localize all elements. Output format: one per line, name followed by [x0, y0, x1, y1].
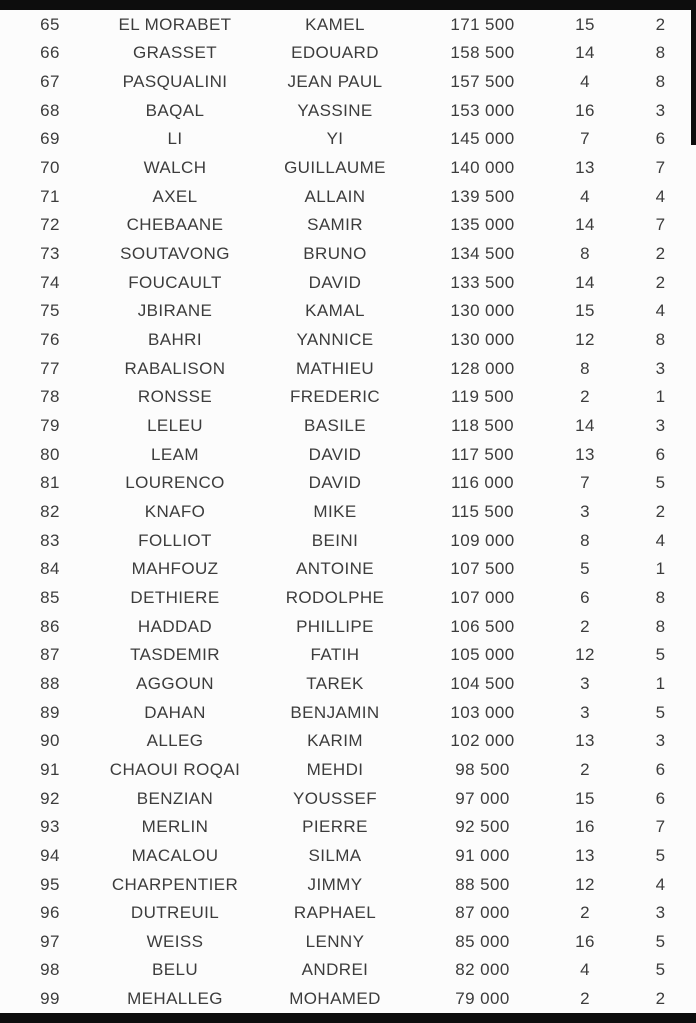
number-a-cell: 5 — [580, 559, 590, 579]
number-a-cell: 16 — [575, 100, 595, 120]
number-b-cell: 5 — [655, 960, 666, 980]
rank-cell: 92 — [40, 788, 60, 808]
rank-cell: 94 — [40, 845, 60, 865]
rank-cell: 90 — [40, 731, 60, 751]
first-name-cell: BRUNO — [303, 244, 367, 264]
chips-cell: 92 500 — [455, 817, 510, 837]
number-b-cell: 3 — [655, 731, 666, 751]
first-name-cell: PIERRE — [302, 817, 368, 837]
last-name-cell: PASQUALINI — [122, 72, 228, 92]
chips-cell: 118 500 — [451, 416, 514, 436]
first-name-cell: FATIH — [310, 645, 360, 665]
rank-cell: 70 — [40, 158, 60, 178]
number-a-cell: 2 — [580, 903, 590, 923]
rank-cell: 89 — [40, 702, 60, 722]
table-row — [0, 612, 696, 641]
table-row — [0, 583, 696, 612]
chips-cell: 88 500 — [455, 874, 510, 894]
first-name-cell: DAVID — [308, 473, 362, 493]
last-name-cell: JBIRANE — [137, 301, 213, 321]
table-row — [0, 698, 696, 727]
table-row — [0, 39, 696, 68]
number-a-cell: 4 — [580, 72, 590, 92]
table-row — [0, 927, 696, 956]
number-b-cell: 3 — [655, 358, 666, 378]
number-a-cell: 16 — [575, 817, 595, 837]
top-border-bar — [0, 0, 696, 10]
number-a-cell: 6 — [580, 587, 590, 607]
chips-cell: 117 500 — [451, 444, 514, 464]
last-name-cell: DUTREUIL — [130, 903, 220, 923]
first-name-cell: SAMIR — [307, 215, 363, 235]
number-b-cell: 3 — [655, 903, 666, 923]
chips-cell: 85 000 — [455, 931, 510, 951]
table-row — [0, 669, 696, 698]
rank-cell: 87 — [40, 645, 60, 665]
last-name-cell: TASDEMIR — [130, 645, 220, 665]
last-name-cell: LI — [167, 129, 183, 149]
table-row — [0, 411, 696, 440]
number-a-cell: 13 — [575, 158, 595, 178]
first-name-cell: YOUSSEF — [292, 788, 378, 808]
number-a-cell: 15 — [575, 788, 595, 808]
number-b-cell: 4 — [655, 301, 666, 321]
chips-cell: 105 000 — [450, 645, 515, 665]
last-name-cell: LEAM — [151, 444, 199, 464]
number-b-cell: 5 — [655, 931, 666, 951]
rank-cell: 75 — [40, 301, 60, 321]
first-name-cell: BENJAMIN — [290, 702, 380, 722]
last-name-cell: MAHFOUZ — [131, 559, 219, 579]
number-a-cell: 7 — [580, 473, 590, 493]
table-row — [0, 956, 696, 985]
table-row — [0, 297, 696, 326]
number-b-cell: 4 — [655, 874, 666, 894]
table-row — [0, 812, 696, 841]
last-name-cell: MEHALLEG — [127, 989, 223, 1009]
first-name-cell: EDOUARD — [291, 43, 379, 63]
table-row — [0, 526, 696, 555]
rank-cell: 85 — [40, 587, 60, 607]
number-a-cell: 4 — [580, 960, 590, 980]
chips-cell: 139 500 — [450, 186, 515, 206]
table-row — [0, 898, 696, 927]
table-row — [0, 554, 696, 583]
rank-cell: 99 — [40, 989, 60, 1009]
first-name-cell: ANDREI — [301, 960, 369, 980]
number-a-cell: 2 — [580, 759, 590, 779]
first-name-cell: LENNY — [305, 931, 365, 951]
last-name-cell: MACALOU — [131, 845, 219, 865]
rank-cell: 86 — [40, 616, 60, 636]
chips-cell: 82 000 — [455, 960, 510, 980]
number-b-cell: 2 — [655, 14, 666, 34]
number-b-cell: 8 — [655, 330, 666, 350]
number-a-cell: 14 — [575, 43, 595, 63]
first-name-cell: ANTOINE — [295, 559, 375, 579]
chips-cell: 102 000 — [450, 731, 515, 751]
chips-cell: 145 000 — [450, 129, 515, 149]
number-a-cell: 12 — [575, 330, 595, 350]
number-a-cell: 13 — [575, 845, 595, 865]
last-name-cell: EL MORABET — [118, 14, 232, 34]
first-name-cell: BASILE — [304, 416, 366, 436]
number-a-cell: 12 — [575, 874, 595, 894]
chips-cell: 107 000 — [450, 587, 515, 607]
table-row — [0, 841, 696, 870]
rank-cell: 84 — [40, 559, 60, 579]
chips-cell: 128 000 — [450, 358, 515, 378]
number-b-cell: 1 — [655, 673, 666, 693]
rank-cell: 79 — [40, 416, 60, 436]
rank-cell: 73 — [40, 244, 60, 264]
rank-cell: 74 — [40, 272, 60, 292]
chips-cell: 153 000 — [450, 100, 515, 120]
number-b-cell: 1 — [655, 559, 666, 579]
chips-cell: 157 500 — [450, 72, 515, 92]
table-row — [0, 125, 696, 154]
number-b-cell: 2 — [655, 272, 666, 292]
rank-cell: 97 — [40, 931, 60, 951]
number-a-cell: 7 — [580, 129, 590, 149]
number-a-cell: 2 — [580, 989, 590, 1009]
first-name-cell: RAPHAEL — [293, 903, 377, 923]
table-row — [0, 755, 696, 784]
number-a-cell: 3 — [580, 501, 590, 521]
chips-cell: 91 000 — [455, 845, 510, 865]
first-name-cell: KARIM — [307, 731, 363, 751]
chips-cell: 116 000 — [451, 473, 514, 493]
number-b-cell: 7 — [655, 817, 666, 837]
number-b-cell: 2 — [655, 501, 666, 521]
table-row — [0, 640, 696, 669]
table-row — [0, 182, 696, 211]
rank-cell: 66 — [40, 43, 60, 63]
last-name-cell: FOLLIOT — [138, 530, 212, 550]
player-ranking-table — [0, 10, 696, 1013]
number-a-cell: 13 — [575, 444, 595, 464]
chips-cell: 79 000 — [455, 989, 510, 1009]
number-a-cell: 15 — [575, 301, 595, 321]
table-row — [0, 10, 696, 39]
chips-cell: 107 500 — [450, 559, 515, 579]
number-a-cell: 12 — [575, 645, 595, 665]
first-name-cell: MIKE — [313, 501, 357, 521]
rank-cell: 81 — [40, 473, 60, 493]
number-b-cell: 8 — [655, 587, 666, 607]
number-a-cell: 8 — [580, 530, 590, 550]
number-b-cell: 2 — [655, 989, 666, 1009]
rank-cell: 68 — [40, 100, 60, 120]
number-a-cell: 4 — [580, 186, 590, 206]
last-name-cell: BENZIAN — [136, 788, 214, 808]
first-name-cell: JIMMY — [307, 874, 363, 894]
number-b-cell: 6 — [655, 759, 666, 779]
first-name-cell: MOHAMED — [289, 989, 381, 1009]
table-row — [0, 440, 696, 469]
chips-cell: 103 000 — [450, 702, 515, 722]
last-name-cell: LOURENCO — [125, 473, 225, 493]
number-a-cell: 2 — [580, 387, 590, 407]
table-row — [0, 784, 696, 813]
chips-cell: 98 500 — [455, 759, 510, 779]
first-name-cell: DAVID — [308, 444, 362, 464]
rank-cell: 95 — [40, 874, 60, 894]
chips-cell: 134 500 — [450, 244, 515, 264]
last-name-cell: CHAOUI ROQAI — [109, 759, 241, 779]
table-row — [0, 383, 696, 412]
number-a-cell: 3 — [580, 702, 590, 722]
last-name-cell: HADDAD — [137, 616, 213, 636]
last-name-cell: WEISS — [146, 931, 204, 951]
last-name-cell: AGGOUN — [136, 673, 214, 693]
number-b-cell: 5 — [655, 845, 666, 865]
table-row — [0, 354, 696, 383]
number-b-cell: 8 — [655, 43, 666, 63]
rank-cell: 69 — [40, 129, 60, 149]
number-a-cell: 14 — [575, 215, 595, 235]
first-name-cell: MATHIEU — [295, 358, 375, 378]
chips-cell: 133 500 — [450, 272, 515, 292]
first-name-cell: MEHDI — [306, 759, 364, 779]
number-b-cell: 7 — [655, 215, 666, 235]
number-a-cell: 2 — [580, 616, 590, 636]
number-a-cell: 15 — [575, 14, 595, 34]
number-b-cell: 8 — [655, 616, 666, 636]
chips-cell: 135 000 — [450, 215, 515, 235]
last-name-cell: DETHIERE — [130, 587, 220, 607]
chips-cell: 104 500 — [450, 673, 515, 693]
last-name-cell: RONSSE — [137, 387, 213, 407]
rank-cell: 67 — [40, 72, 60, 92]
table-row — [0, 325, 696, 354]
table-row — [0, 469, 696, 498]
table-row — [0, 239, 696, 268]
table-row — [0, 984, 696, 1013]
rank-cell: 76 — [40, 330, 60, 350]
last-name-cell: BAQAL — [145, 100, 205, 120]
number-b-cell: 6 — [655, 129, 666, 149]
chips-cell: 109 000 — [450, 530, 515, 550]
number-b-cell: 5 — [655, 645, 666, 665]
first-name-cell: RODOLPHE — [285, 587, 385, 607]
last-name-cell: BELU — [151, 960, 198, 980]
first-name-cell: YANNICE — [296, 330, 374, 350]
rank-cell: 80 — [40, 444, 60, 464]
chips-cell: 106 500 — [450, 616, 515, 636]
last-name-cell: SOUTAVONG — [120, 244, 230, 264]
table-row — [0, 67, 696, 96]
first-name-cell: ALLAIN — [304, 186, 366, 206]
number-a-cell: 14 — [575, 272, 595, 292]
number-b-cell: 5 — [655, 473, 666, 493]
first-name-cell: TAREK — [306, 673, 364, 693]
last-name-cell: AXEL — [152, 186, 198, 206]
table-row — [0, 497, 696, 526]
number-a-cell: 8 — [580, 244, 590, 264]
chips-cell: 97 000 — [455, 788, 510, 808]
rank-cell: 72 — [40, 215, 60, 235]
first-name-cell: SILMA — [308, 845, 362, 865]
first-name-cell: KAMAL — [305, 301, 365, 321]
number-b-cell: 6 — [655, 788, 666, 808]
rank-cell: 96 — [40, 903, 60, 923]
table-row — [0, 211, 696, 240]
first-name-cell: GUILLAUME — [284, 158, 386, 178]
number-b-cell: 5 — [655, 702, 666, 722]
number-a-cell: 3 — [580, 673, 590, 693]
last-name-cell: CHEBAANE — [126, 215, 224, 235]
rank-cell: 82 — [40, 501, 60, 521]
last-name-cell: GRASSET — [132, 43, 218, 63]
chips-cell: 171 500 — [450, 14, 515, 34]
last-name-cell: KNAFO — [144, 501, 206, 521]
number-b-cell: 4 — [655, 186, 666, 206]
number-a-cell: 8 — [580, 358, 590, 378]
last-name-cell: CHARPENTIER — [111, 874, 239, 894]
first-name-cell: YASSINE — [297, 100, 373, 120]
number-b-cell: 4 — [655, 530, 666, 550]
chips-cell: 87 000 — [455, 903, 510, 923]
first-name-cell: YI — [326, 129, 344, 149]
rank-cell: 65 — [40, 14, 60, 34]
rank-cell: 77 — [40, 358, 60, 378]
chips-cell: 140 000 — [450, 158, 515, 178]
number-b-cell: 7 — [655, 158, 666, 178]
rank-cell: 91 — [40, 759, 60, 779]
first-name-cell: JEAN PAUL — [287, 72, 383, 92]
first-name-cell: KAMEL — [305, 14, 365, 34]
last-name-cell: MERLIN — [141, 817, 209, 837]
first-name-cell: FREDERIC — [289, 387, 381, 407]
chips-cell: 130 000 — [450, 301, 515, 321]
table-row — [0, 870, 696, 899]
number-b-cell: 3 — [655, 100, 666, 120]
table-row — [0, 726, 696, 755]
table-row — [0, 96, 696, 125]
number-b-cell: 2 — [655, 244, 666, 264]
last-name-cell: WALCH — [143, 158, 207, 178]
chips-cell: 158 500 — [450, 43, 515, 63]
number-a-cell: 13 — [575, 731, 595, 751]
table-row — [0, 153, 696, 182]
first-name-cell: PHILLIPE — [296, 616, 374, 636]
chips-cell: 130 000 — [450, 330, 515, 350]
number-b-cell: 3 — [655, 416, 666, 436]
last-name-cell: DAHAN — [144, 702, 206, 722]
last-name-cell: RABALISON — [124, 358, 226, 378]
rank-cell: 71 — [40, 186, 60, 206]
last-name-cell: LELEU — [147, 416, 203, 436]
chips-cell: 115 500 — [451, 501, 514, 521]
number-b-cell: 6 — [655, 444, 666, 464]
first-name-cell: DAVID — [308, 272, 362, 292]
last-name-cell: ALLEG — [146, 731, 204, 751]
last-name-cell: FOUCAULT — [128, 272, 222, 292]
number-a-cell: 14 — [575, 416, 595, 436]
number-b-cell: 8 — [655, 72, 666, 92]
table-row — [0, 268, 696, 297]
bottom-border-bar — [0, 1013, 696, 1023]
number-a-cell: 16 — [575, 931, 595, 951]
rank-cell: 93 — [40, 817, 60, 837]
last-name-cell: BAHRI — [148, 330, 202, 350]
chips-cell: 119 500 — [451, 387, 514, 407]
rank-cell: 78 — [40, 387, 60, 407]
rank-cell: 88 — [40, 673, 60, 693]
rank-cell: 98 — [40, 960, 60, 980]
rank-cell: 83 — [40, 530, 60, 550]
first-name-cell: BEINI — [311, 530, 359, 550]
number-b-cell: 1 — [655, 387, 666, 407]
